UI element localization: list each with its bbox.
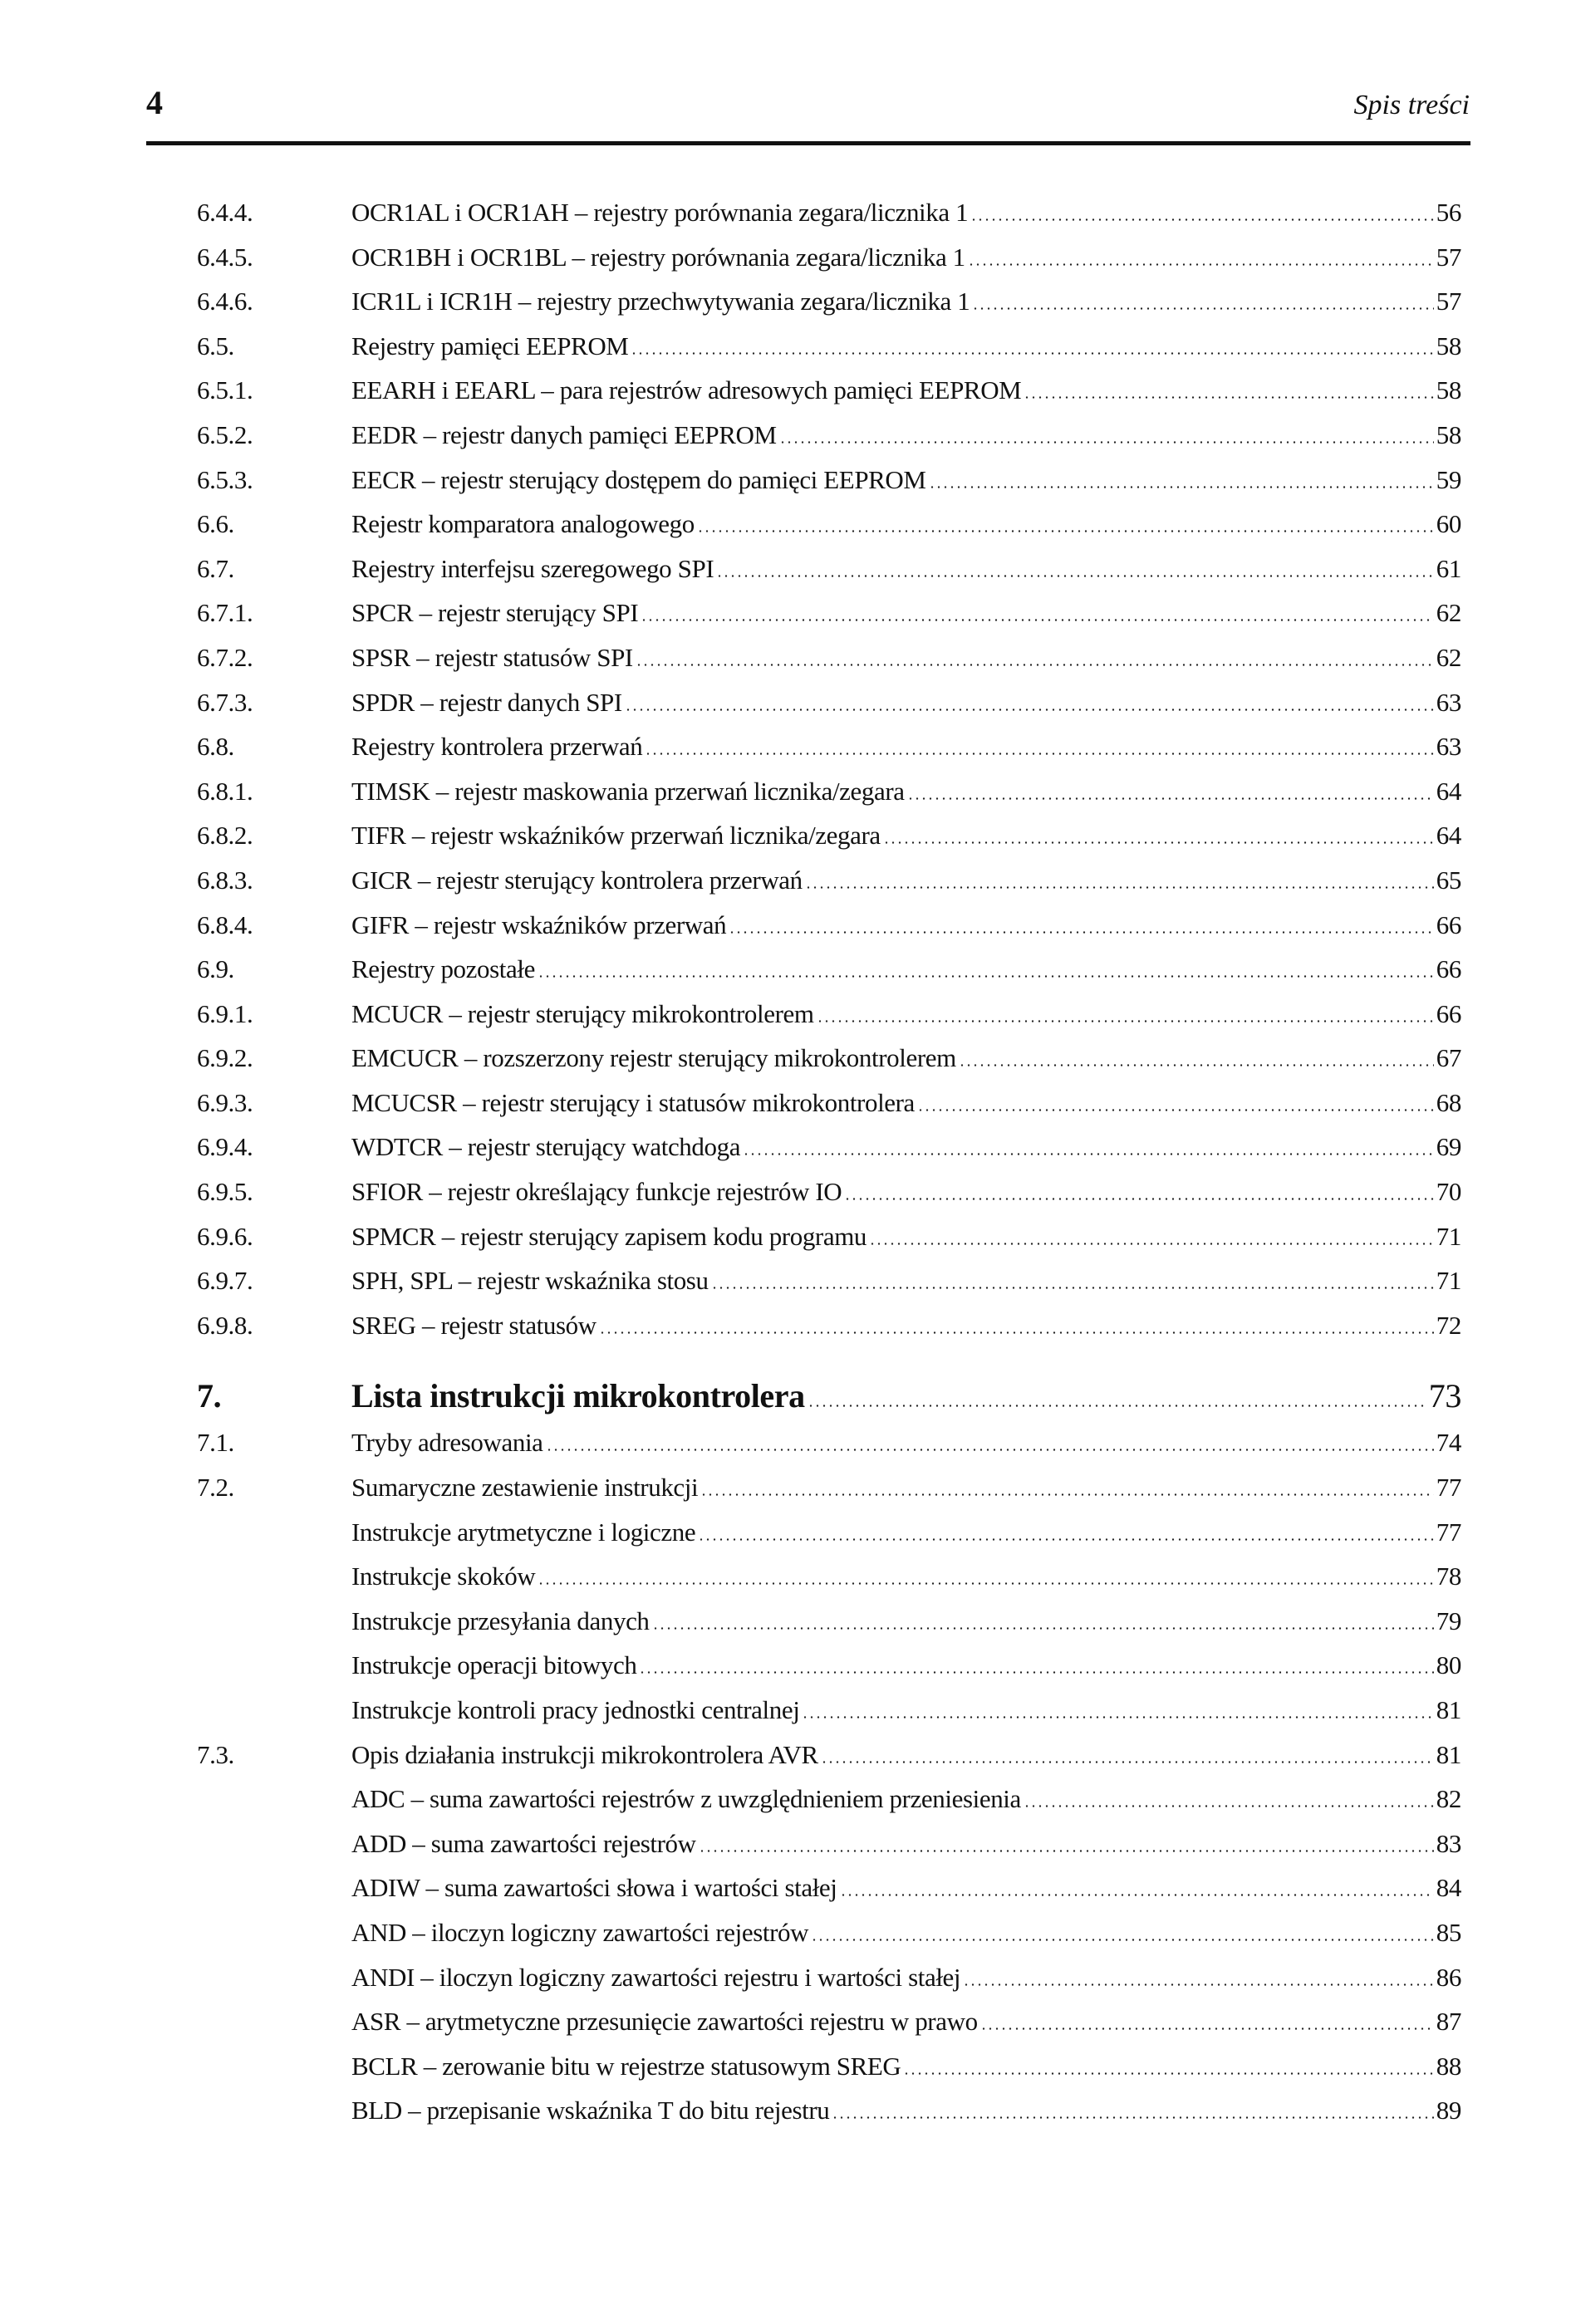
entry-title: ANDI – iloczyn logiczny zawartości rejestru i wartości stałej (351, 1962, 961, 1992)
entry-title: Instrukcje przesyłania danych (351, 1606, 650, 1635)
entry-page: 58 (1436, 375, 1461, 405)
entry-page: 64 (1436, 821, 1461, 851)
entry-title: TIMSK – rejestr maskowania przerwań licznika/zegara (351, 776, 905, 806)
toc-entry (197, 1311, 1461, 1356)
entry-page: 77 (1436, 1517, 1461, 1547)
toc-entry (197, 643, 1461, 688)
entry-title: SPDR – rejestr danych SPI (351, 687, 622, 717)
leader-dots (959, 1064, 1434, 1066)
entry-number: 7.3. (197, 1739, 234, 1769)
leader-dots (711, 1287, 1434, 1289)
entry-title: ASR – arytmetyczne przesunięcie zawartości rejestru w prawo (351, 2007, 978, 2037)
leader-dots (805, 886, 1434, 889)
leader-dots (840, 1894, 1434, 1896)
entry-title: Rejestry kontrolera przerwań (351, 732, 643, 762)
leader-dots (844, 1198, 1434, 1200)
entry-page: 64 (1436, 776, 1461, 806)
entry-title: SPH, SPL – rejestr wskaźnika stosu (351, 1266, 709, 1296)
entry-title: SFIOR – rejestr określający funkcje rejestrów IO (351, 1177, 842, 1207)
leader-dots (808, 1405, 1426, 1407)
entry-title: EMCUCR – rozszerzony rejestr sterujący mikrokontrolerem (351, 1043, 956, 1073)
entry-page: 62 (1436, 598, 1461, 628)
entry-number: 6.9.2. (197, 1043, 253, 1073)
entry-page: 83 (1436, 1828, 1461, 1858)
leader-dots (903, 2072, 1433, 2075)
entry-page: 81 (1436, 1739, 1461, 1769)
entry-number: 6.7.3. (197, 687, 253, 717)
entry-title: Rejestry interfejsu szeregowego SPI (351, 553, 714, 583)
leader-dots (980, 2027, 1434, 2030)
leader-dots (625, 708, 1434, 711)
toc-entry (197, 1650, 1461, 1695)
entry-page: 67 (1436, 1043, 1461, 1073)
entry-page: 87 (1436, 2007, 1461, 2037)
entry-title: MCUCSR – rejestr sterujący i statusów mikrokontrolera (351, 1087, 915, 1117)
leader-dots (599, 1331, 1434, 1334)
entry-title: Instrukcje kontroli pracy jednostki centralnej (351, 1695, 800, 1724)
entry-title: EECR – rejestr sterujący dostępem do pamięci EEPROM (351, 464, 926, 494)
entry-number: 6.4.5. (197, 242, 253, 272)
leader-dots (1024, 1805, 1434, 1807)
entry-number: 6.8.2. (197, 821, 253, 851)
entry-page: 89 (1436, 2096, 1461, 2125)
entry-number: 6.5.1. (197, 375, 253, 405)
entry-title: OCR1AL i OCR1AH – rejestry porównania zegara/licznika 1 (351, 198, 969, 227)
entry-title: Rejestr komparatora analogowego (351, 509, 695, 539)
entry-number: 6.4.4. (197, 198, 253, 227)
entry-number: 6.9.5. (197, 1177, 253, 1207)
toc-entry (197, 1222, 1461, 1267)
leader-dots (641, 619, 1434, 621)
entry-number: 7.1. (197, 1428, 234, 1458)
toc-entry (197, 1606, 1461, 1651)
entry-page: 68 (1436, 1087, 1461, 1117)
entry-page: 61 (1436, 553, 1461, 583)
toc-entry (197, 2052, 1461, 2096)
entry-number: 6.5. (197, 331, 234, 360)
leader-dots (883, 841, 1434, 844)
leader-dots (698, 1538, 1434, 1541)
toc-entry (197, 2007, 1461, 2052)
toc-entry (197, 1177, 1461, 1222)
toc-entry (197, 1562, 1461, 1606)
entry-number: 6.8.1. (197, 776, 253, 806)
entry-page: 73 (1428, 1377, 1461, 1415)
entry-page: 57 (1436, 287, 1461, 316)
entry-page: 63 (1436, 687, 1461, 717)
leader-dots (631, 352, 1433, 355)
entry-page: 66 (1436, 909, 1461, 939)
entry-page: 56 (1436, 198, 1461, 227)
toc-entry (197, 777, 1461, 821)
entry-page: 71 (1436, 1266, 1461, 1296)
toc-entry (197, 243, 1461, 287)
toc-entry (197, 1088, 1461, 1133)
entry-page: 70 (1436, 1177, 1461, 1207)
entry-number: 7. (197, 1377, 222, 1415)
leader-dots (743, 1153, 1434, 1155)
entry-number: 6.9.6. (197, 1221, 253, 1251)
leader-dots (802, 1716, 1433, 1718)
entry-page: 82 (1436, 1784, 1461, 1814)
toc-entry (197, 999, 1461, 1044)
entry-page: 78 (1436, 1562, 1461, 1591)
entry-page: 58 (1436, 419, 1461, 449)
leader-dots (821, 1761, 1434, 1763)
entry-number: 6.4.6. (197, 287, 253, 316)
entry-number: 6.5.3. (197, 464, 253, 494)
entry-number: 6.7. (197, 553, 234, 583)
entry-number: 6.8.3. (197, 865, 253, 895)
entry-number: 6.8. (197, 732, 234, 762)
page-number: 4 (146, 84, 163, 121)
entry-page: 74 (1436, 1428, 1461, 1458)
leader-dots (963, 1983, 1434, 1986)
leader-dots (729, 931, 1434, 934)
entry-number: 6.5.2. (197, 419, 253, 449)
leader-dots (697, 530, 1434, 532)
toc-entry (197, 1963, 1461, 2008)
entry-page: 59 (1436, 464, 1461, 494)
toc-entry (197, 865, 1461, 910)
entry-page: 84 (1436, 1873, 1461, 1903)
entry-title: TIFR – rejestr wskaźników przerwań licznika/zegara (351, 821, 881, 851)
toc-entry (197, 1517, 1461, 1562)
entry-page: 71 (1436, 1221, 1461, 1251)
entry-page: 81 (1436, 1695, 1461, 1724)
entry-page: 86 (1436, 1962, 1461, 1992)
entry-page: 66 (1436, 954, 1461, 984)
toc-entry (197, 1918, 1461, 1963)
toc-entry (197, 420, 1461, 465)
toc-entry (197, 331, 1461, 376)
entry-title: SREG – rejestr statusów (351, 1310, 596, 1340)
entry-page: 63 (1436, 732, 1461, 762)
entry-title: BLD – przepisanie wskaźnika T do bitu rejestru (351, 2096, 830, 2125)
toc-entry (197, 287, 1461, 331)
entry-page: 65 (1436, 865, 1461, 895)
leader-dots (1024, 396, 1433, 399)
leader-dots (811, 1939, 1434, 1941)
entry-title: ICR1L i ICR1H – rejestry przechwytywania zegara/licznika 1 (351, 287, 970, 316)
entry-page: 85 (1436, 1917, 1461, 1947)
leader-dots (636, 664, 1434, 666)
entry-number: 6.9.3. (197, 1087, 253, 1117)
entry-title: SPMCR – rejestr sterujący zapisem kodu programu (351, 1221, 867, 1251)
toc-entry (197, 1043, 1461, 1088)
toc-entry (197, 954, 1461, 999)
leader-dots (968, 263, 1434, 266)
entry-page: 66 (1436, 998, 1461, 1028)
leader-dots (832, 2116, 1433, 2119)
entry-number: 6.9. (197, 954, 234, 984)
leader-dots (699, 1850, 1434, 1852)
entry-page: 72 (1436, 1310, 1461, 1340)
toc-entry (197, 1829, 1461, 1874)
entry-title: GICR – rejestr sterujący kontrolera przerwań (351, 865, 803, 895)
entry-page: 57 (1436, 242, 1461, 272)
header-rule (146, 141, 1470, 145)
entry-number: 6.8.4. (197, 909, 253, 939)
toc-entry (197, 509, 1461, 554)
entry-title: Lista instrukcji mikrokontrolera (351, 1377, 805, 1415)
toc-chapter-entry (197, 1376, 1461, 1428)
entry-number: 7.2. (197, 1473, 234, 1503)
entry-title: EEARH i EEARL – para rejestrów adresowych pamięci EEPROM (351, 375, 1022, 405)
entry-title: WDTCR – rejestr sterujący watchdoga (351, 1132, 741, 1162)
entry-title: SPSR – rejestr statusów SPI (351, 642, 633, 672)
toc-entry (197, 732, 1461, 777)
entry-page: 69 (1436, 1132, 1461, 1162)
toc-entry (197, 375, 1461, 420)
entry-title: Rejestry pozostałe (351, 954, 535, 984)
toc-entry (197, 910, 1461, 955)
leader-dots (869, 1243, 1434, 1245)
leader-dots (779, 441, 1434, 444)
toc-entry (197, 554, 1461, 599)
entry-title: ADIW – suma zawartości słowa i wartości stałej (351, 1873, 837, 1903)
leader-dots (817, 1020, 1434, 1022)
leader-dots (538, 975, 1434, 978)
entry-number: 6.9.8. (197, 1310, 253, 1340)
leader-dots (917, 1109, 1434, 1111)
toc-entry (197, 1132, 1461, 1177)
toc-entry (197, 1266, 1461, 1311)
toc-entry (197, 198, 1461, 243)
entry-title: AND – iloczyn logiczny zawartości rejestrów (351, 1917, 809, 1947)
entry-page: 62 (1436, 642, 1461, 672)
entry-title: ADD – suma zawartości rejestrów (351, 1828, 696, 1858)
entry-title: BCLR – zerowanie bitu w rejestrze statusowym SREG (351, 2051, 901, 2081)
toc-entry (197, 688, 1461, 733)
leader-dots (652, 1627, 1434, 1630)
toc-entry (197, 1740, 1461, 1785)
toc-entry (197, 1695, 1461, 1740)
entry-title: GIFR – rejestr wskaźników przerwań (351, 909, 727, 939)
running-title: Spis treści (1353, 90, 1470, 120)
entry-title: ADC – suma zawartości rejestrów z uwzględnieniem przeniesienia (351, 1784, 1021, 1814)
leader-dots (700, 1493, 1434, 1496)
entry-page: 58 (1436, 331, 1461, 360)
entry-page: 60 (1436, 509, 1461, 539)
entry-title: Instrukcje operacji bitowych (351, 1650, 637, 1680)
entry-title: EEDR – rejestr danych pamięci EEPROM (351, 419, 777, 449)
entry-number: 6.7.2. (197, 642, 253, 672)
toc-entry (197, 1873, 1461, 1918)
leader-dots (972, 307, 1433, 310)
leader-dots (546, 1449, 1434, 1451)
entry-title: Opis działania instrukcji mikrokontrolera AVR (351, 1739, 818, 1769)
entry-title: Instrukcje skoków (351, 1562, 536, 1591)
entry-page: 88 (1436, 2051, 1461, 2081)
table-of-contents (197, 198, 1461, 2140)
entry-number: 6.9.7. (197, 1266, 253, 1296)
entry-title: OCR1BH i OCR1BL – rejestry porównania zegara/licznika 1 (351, 242, 965, 272)
leader-dots (716, 575, 1434, 577)
leader-dots (645, 753, 1433, 755)
leader-dots (970, 218, 1434, 221)
toc-entry (197, 821, 1461, 865)
entry-page: 79 (1436, 1606, 1461, 1635)
leader-dots (538, 1582, 1433, 1585)
toc-entry (197, 465, 1461, 510)
entry-number: 6.9.1. (197, 998, 253, 1028)
entry-title: Instrukcje arytmetyczne i logiczne (351, 1517, 696, 1547)
toc-entry (197, 598, 1461, 643)
entry-number: 6.7.1. (197, 598, 253, 628)
entry-title: Tryby adresowania (351, 1428, 543, 1458)
entry-page: 80 (1436, 1650, 1461, 1680)
entry-number: 6.9.4. (197, 1132, 253, 1162)
toc-entry (197, 1473, 1461, 1517)
leader-dots (639, 1671, 1433, 1674)
entry-title: Rejestry pamięci EEPROM (351, 331, 629, 360)
entry-page: 77 (1436, 1473, 1461, 1503)
toc-entry (197, 2096, 1461, 2140)
toc-entry (197, 1428, 1461, 1473)
leader-dots (907, 797, 1434, 800)
leader-dots (929, 486, 1434, 488)
entry-title: SPCR – rejestr sterujący SPI (351, 598, 639, 628)
entry-number: 6.6. (197, 509, 234, 539)
entry-title: Sumaryczne zestawienie instrukcji (351, 1473, 699, 1503)
toc-entry (197, 1784, 1461, 1829)
entry-title: MCUCR – rejestr sterujący mikrokontrolerem (351, 998, 814, 1028)
